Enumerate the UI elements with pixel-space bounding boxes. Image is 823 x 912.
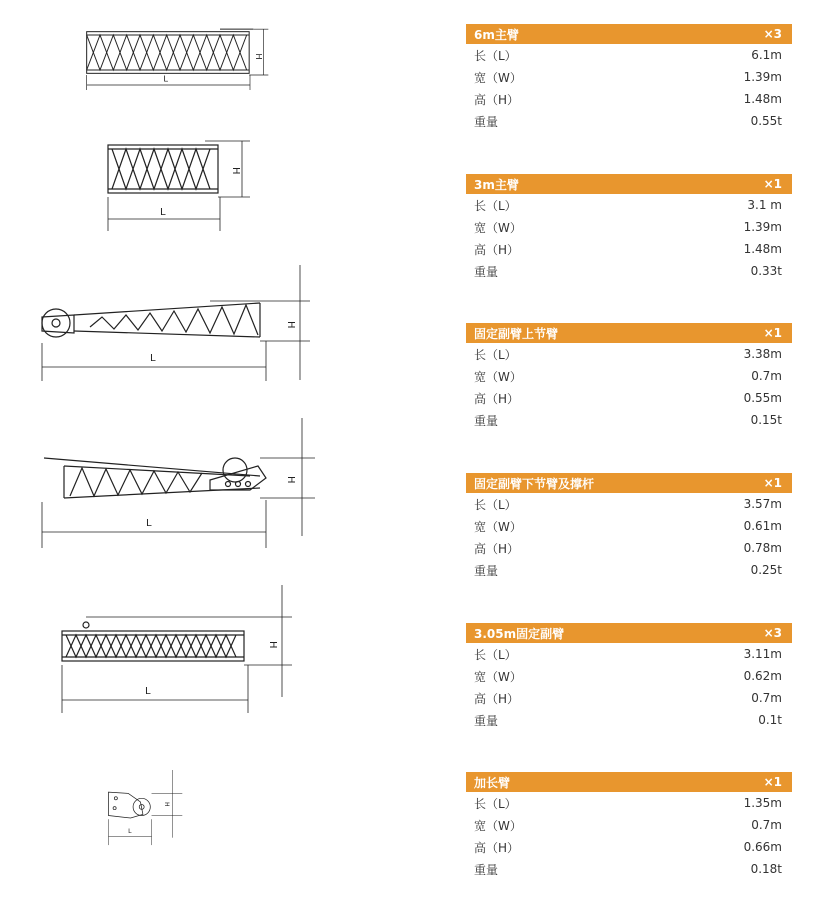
length-label: L bbox=[160, 207, 166, 218]
spec-row bbox=[466, 836, 792, 858]
spec-value: 0.55t bbox=[750, 114, 782, 128]
extension-diagram bbox=[90, 745, 250, 875]
spec-row bbox=[466, 216, 792, 238]
spec-value: 3.1 m bbox=[747, 198, 782, 212]
height-label: H bbox=[163, 802, 171, 807]
spec-value: 0.1t bbox=[758, 713, 782, 727]
spec-row-length bbox=[466, 44, 792, 66]
spec-row bbox=[466, 792, 792, 814]
spec-value: 0.18t bbox=[750, 862, 782, 876]
spec-row-width bbox=[466, 66, 792, 88]
spec-label: 长（L） bbox=[474, 48, 517, 63]
spec-label: 长（L） bbox=[474, 347, 517, 362]
spec-value: 0.33t bbox=[750, 264, 782, 278]
spec-header bbox=[466, 24, 792, 44]
jib-305-diagram bbox=[30, 585, 300, 715]
length-label: L bbox=[150, 353, 156, 364]
spec-row bbox=[466, 515, 792, 537]
boom-3m-diagram bbox=[30, 135, 310, 235]
height-label: H bbox=[285, 321, 296, 329]
spec-value: 0.61m bbox=[743, 519, 782, 533]
spec-value: 0.7m bbox=[751, 818, 782, 832]
length-label: L bbox=[145, 686, 151, 697]
spec-value: 1.35m bbox=[743, 796, 782, 810]
spec-label: 重量 bbox=[474, 114, 499, 129]
boom-6m-diagram bbox=[30, 15, 310, 115]
jib-upper-diagram bbox=[30, 265, 320, 385]
spec-label: 宽（W） bbox=[474, 669, 522, 684]
spec-row-height bbox=[466, 88, 792, 110]
height-label: H bbox=[285, 476, 296, 484]
length-label: L bbox=[146, 518, 152, 529]
spec-label: 高（H） bbox=[474, 92, 520, 107]
spec-label: 宽（W） bbox=[474, 519, 522, 534]
spec-label: 长（L） bbox=[474, 647, 517, 662]
spec-value: 0.15t bbox=[750, 413, 782, 427]
height-label: H bbox=[253, 53, 264, 60]
spec-row bbox=[466, 537, 792, 559]
spec-row bbox=[466, 665, 792, 687]
spec-label: 长（L） bbox=[474, 497, 517, 512]
spec-label: 重量 bbox=[474, 264, 499, 279]
spec-label: 重量 bbox=[474, 862, 499, 877]
spec-row bbox=[466, 238, 792, 260]
spec-value: 1.39m bbox=[743, 220, 782, 234]
spec-row bbox=[466, 687, 792, 709]
spec-row bbox=[466, 387, 792, 409]
spec-label: 高（H） bbox=[474, 391, 520, 406]
spec-label: 长（L） bbox=[474, 796, 517, 811]
spec-value: 3.11m bbox=[743, 647, 782, 661]
spec-value: 3.38m bbox=[743, 347, 782, 361]
spec-label: 重量 bbox=[474, 563, 499, 578]
spec-value: 3.57m bbox=[743, 497, 782, 511]
spec-row bbox=[466, 709, 792, 731]
spec-label: 宽（W） bbox=[474, 369, 522, 384]
component-qty: 固定副臂下节臂及撑杆 bbox=[474, 476, 595, 491]
component-qty: ×3 bbox=[763, 626, 782, 640]
component-qty: ×1 bbox=[763, 177, 782, 191]
spec-row bbox=[466, 343, 792, 365]
spec-value: 0.55m bbox=[743, 391, 782, 405]
component-title: 6m主臂 bbox=[474, 27, 519, 42]
height-label: H bbox=[267, 641, 278, 649]
spec-value: 0.66m bbox=[743, 840, 782, 854]
spec-value: 6.1m bbox=[751, 48, 782, 62]
spec-label: 高（H） bbox=[474, 691, 520, 706]
spec-label: 宽（W） bbox=[474, 70, 522, 85]
component-qty: ×1 bbox=[763, 476, 782, 490]
jib-lower-diagram bbox=[30, 418, 320, 553]
spec-row bbox=[466, 260, 792, 282]
component-qty: 3.05m固定副臂 bbox=[474, 626, 565, 641]
spec-value: 1.48m bbox=[743, 242, 782, 256]
spec-label: 高（H） bbox=[474, 840, 520, 855]
component-qty: 加长臂 bbox=[474, 775, 511, 790]
spec-header bbox=[466, 323, 792, 343]
spec-row bbox=[466, 365, 792, 387]
height-label: H bbox=[230, 167, 241, 175]
spec-header bbox=[466, 174, 792, 194]
spec-header bbox=[466, 623, 792, 643]
spec-label: 宽（W） bbox=[474, 220, 522, 235]
component-qty: 固定副臂上节臂 bbox=[474, 326, 559, 341]
spec-label: 重量 bbox=[474, 413, 499, 428]
spec-row-weight bbox=[466, 110, 792, 132]
spec-label: 重量 bbox=[474, 713, 499, 728]
spec-value: 0.78m bbox=[743, 541, 782, 555]
spec-label: 长（L） bbox=[474, 198, 517, 213]
spec-value: 0.25t bbox=[750, 563, 782, 577]
spec-value: 0.7m bbox=[751, 369, 782, 383]
spec-row bbox=[466, 409, 792, 431]
length-label: L bbox=[163, 73, 168, 84]
spec-header bbox=[466, 772, 792, 792]
spec-label: 高（H） bbox=[474, 242, 520, 257]
spec-label: 高（H） bbox=[474, 541, 520, 556]
spec-value: 0.7m bbox=[751, 691, 782, 705]
spec-row bbox=[466, 493, 792, 515]
length-label: L bbox=[128, 827, 132, 835]
spec-value: 1.48m bbox=[743, 92, 782, 106]
spec-header bbox=[466, 473, 792, 493]
component-qty: ×3 bbox=[763, 27, 782, 41]
spec-value: 0.62m bbox=[743, 669, 782, 683]
spec-row bbox=[466, 814, 792, 836]
component-qty: 3m主臂 bbox=[474, 177, 519, 192]
spec-row bbox=[466, 858, 792, 880]
spec-row bbox=[466, 559, 792, 581]
spec-value: 1.39m bbox=[743, 70, 782, 84]
spec-row bbox=[466, 194, 792, 216]
spec-row bbox=[466, 643, 792, 665]
component-qty: ×1 bbox=[763, 775, 782, 789]
spec-label: 宽（W） bbox=[474, 818, 522, 833]
component-qty: ×1 bbox=[763, 326, 782, 340]
